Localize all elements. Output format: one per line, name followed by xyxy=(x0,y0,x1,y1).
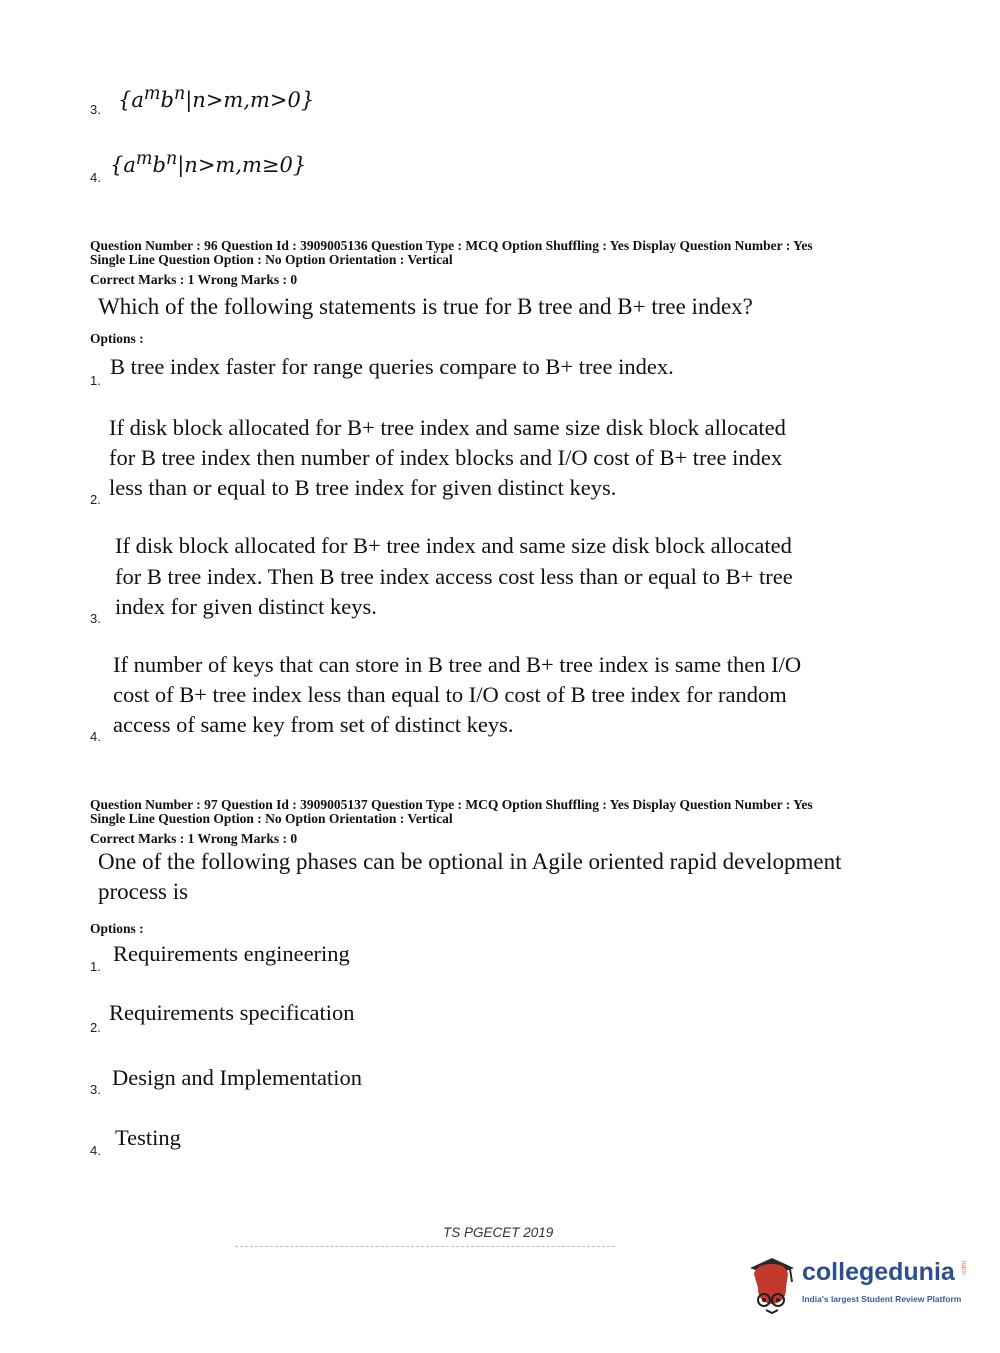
footer-divider xyxy=(235,1246,615,1247)
q97-option-3-text: Design and Implementation xyxy=(112,1065,362,1090)
prev-option-3-text: $\{a^mb^n|n>m,m>0\}$ xyxy=(118,84,315,112)
q97-marks: Correct Marks : 1 Wrong Marks : 0 xyxy=(90,831,298,846)
q96-option-3-number: 3. xyxy=(90,611,101,626)
q97-meta-line1: Question Number : 97 Question Id : 3909005137 Question Type : MCQ Option Shuffling : Yes Display Question Number : Yes xyxy=(90,797,813,812)
q96-option-4-line-1: If number of keys that can store in B tree and B+ tree index is same then I/O xyxy=(113,652,802,677)
logo-wordmark: collegedunia xyxy=(802,1258,955,1286)
q97-question-text-line-1: One of the following phases can be optional in Agile oriented rapid development xyxy=(98,849,842,874)
q97-option-3-number: 3. xyxy=(90,1082,101,1097)
q97-option-2-text: Requirements specification xyxy=(109,1000,355,1025)
q96-question-text: Which of the following statements is true for B tree and B+ tree index? xyxy=(98,294,753,319)
footer-exam-label: TS PGECET 2019 xyxy=(443,1225,554,1240)
q96-option-1-line-1: B tree index faster for range queries compare to B+ tree index. xyxy=(110,354,674,379)
prev-option-3-number: 3. xyxy=(90,102,101,117)
prev-option-4-text: $\{a^mb^n|n>m,m\ge 0\}$ xyxy=(110,149,307,177)
q97-option-2-number: 2. xyxy=(90,1020,101,1035)
q97-option-4-text: Testing xyxy=(115,1125,181,1150)
q96-option-2-line-2: for B tree index then number of index blocks and I/O cost of B+ tree index xyxy=(109,445,783,470)
q96-option-4-line-2: cost of B+ tree index less than equal to I/O cost of B tree index for random xyxy=(113,682,787,707)
q96-option-3-line-1: If disk block allocated for B+ tree index and same size disk block allocated xyxy=(115,533,792,558)
q97-option-1-number: 1. xyxy=(90,959,101,974)
graduate-mascot-icon xyxy=(742,1250,800,1316)
q96-option-1-number: 1. xyxy=(90,373,101,388)
q96-meta-line2: Single Line Question Option : No Option Orientation : Vertical xyxy=(90,252,453,267)
logo-tagline: India's largest Student Review Platform xyxy=(802,1294,962,1304)
q97-options-label: Options : xyxy=(90,921,144,936)
q96-option-3-line-2: for B tree index. Then B tree index access cost less than or equal to B+ tree xyxy=(115,564,793,589)
q96-option-3-line-3: index for given distinct keys. xyxy=(115,594,377,619)
q96-marks: Correct Marks : 1 Wrong Marks : 0 xyxy=(90,272,298,287)
q96-option-4-line-3: access of same key from set of distinct keys. xyxy=(113,712,514,737)
q97-question-text-line-2: process is xyxy=(98,879,189,904)
q96-option-2-line-1: If disk block allocated for B+ tree index and same size disk block allocated xyxy=(109,415,786,440)
logo-suffix: .com xyxy=(961,1260,969,1277)
q96-option-4-number: 4. xyxy=(90,729,101,744)
prev-option-4-number: 4. xyxy=(90,170,101,185)
collegedunia-logo xyxy=(742,1250,972,1320)
q97-meta-line2: Single Line Question Option : No Option Orientation : Vertical xyxy=(90,811,453,826)
q97-option-1-text: Requirements engineering xyxy=(113,941,350,966)
q97-option-4-number: 4. xyxy=(90,1143,101,1158)
q96-option-2-number: 2. xyxy=(90,492,101,507)
q96-options-label: Options : xyxy=(90,331,144,346)
q96-meta-line1: Question Number : 96 Question Id : 3909005136 Question Type : MCQ Option Shuffling : Yes Display Question Number : Yes xyxy=(90,238,813,253)
q96-option-2-line-3: less than or equal to B tree index for given distinct keys. xyxy=(109,475,617,500)
